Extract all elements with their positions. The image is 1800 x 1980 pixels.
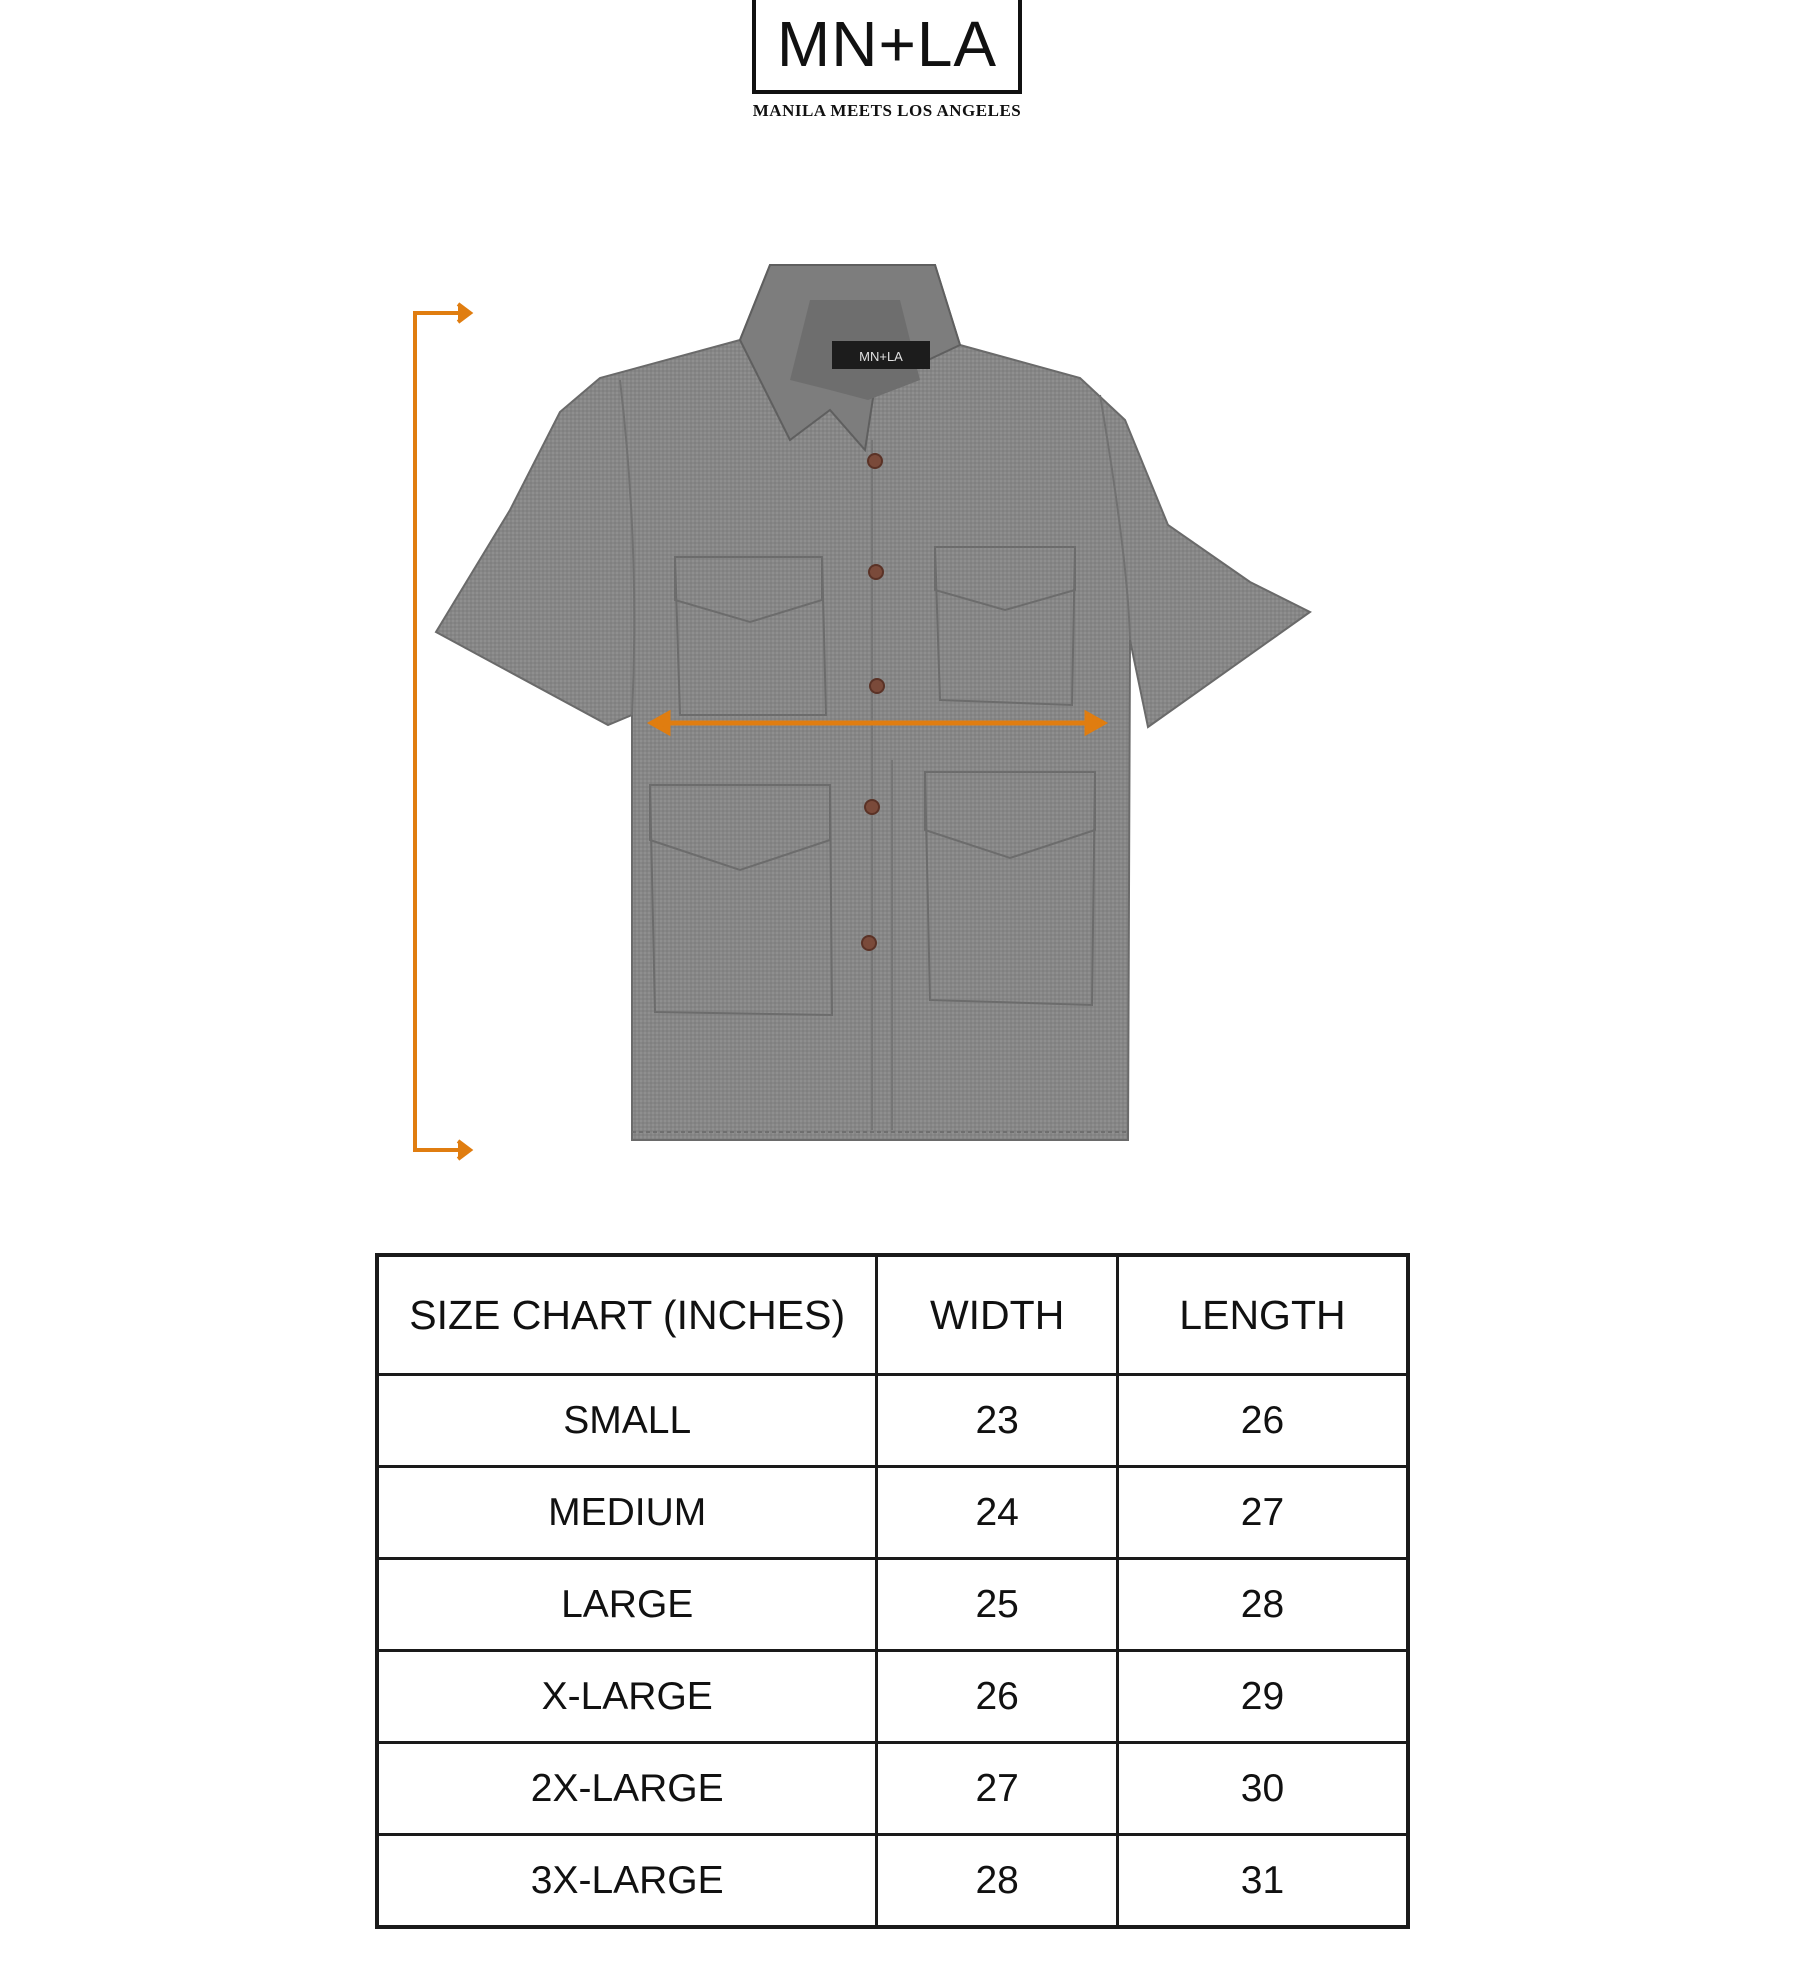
table-row (377, 1835, 1408, 1928)
table-row (377, 1559, 1408, 1651)
brand-tagline: MANILA MEETS LOS ANGELES (752, 101, 1022, 120)
size-cell: X-LARGE (377, 1651, 877, 1743)
size-cell: SMALL (377, 1375, 877, 1467)
table-header-row (377, 1255, 1408, 1375)
length-cell: 30 (1117, 1743, 1408, 1835)
size-cell: MEDIUM (377, 1467, 877, 1559)
header-length: LENGTH (1117, 1255, 1408, 1375)
table-row (377, 1743, 1408, 1835)
table-row (377, 1467, 1408, 1559)
length-cell: 29 (1117, 1651, 1408, 1743)
size-chart-table (375, 1253, 1410, 1929)
size-cell: 2X-LARGE (377, 1743, 877, 1835)
shirt-label-text: MN+LA (859, 349, 903, 364)
table-row (377, 1651, 1408, 1743)
size-cell: LARGE (377, 1559, 877, 1651)
width-cell: 26 (877, 1651, 1118, 1743)
length-cell: 27 (1117, 1467, 1408, 1559)
header-size: SIZE CHART (INCHES) (377, 1255, 877, 1375)
header-width: WIDTH (877, 1255, 1118, 1375)
logo-text: MN+LA (776, 8, 998, 80)
width-cell: 27 (877, 1743, 1118, 1835)
width-cell: 28 (877, 1835, 1118, 1928)
width-cell: 24 (877, 1467, 1118, 1559)
length-cell: 28 (1117, 1559, 1408, 1651)
width-cell: 25 (877, 1559, 1118, 1651)
width-cell: 23 (877, 1375, 1118, 1467)
length-cell: 26 (1117, 1375, 1408, 1467)
size-cell: 3X-LARGE (377, 1835, 877, 1928)
length-arrow-icon (415, 304, 470, 1159)
table-row (377, 1375, 1408, 1467)
length-cell: 31 (1117, 1835, 1408, 1928)
shirt-illustration (436, 265, 1310, 1140)
